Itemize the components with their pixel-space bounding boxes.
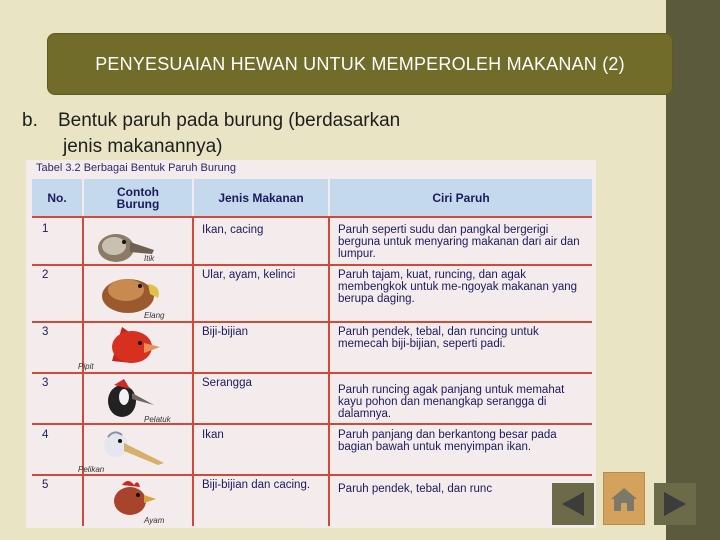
sparrow-illustration [92,323,172,367]
row-4-no: 3 [42,377,49,389]
row-2-bird-name: Elang [144,311,165,320]
row-3-food: Biji-bijian [202,326,249,338]
subtitle-line-1: Bentuk paruh pada burung (berdasarkan [58,110,401,131]
row-5-no: 4 [42,429,49,441]
table-caption: Tabel 3.2 Berbagai Bentuk Paruh Burung [36,162,236,174]
pelican-illustration [94,427,168,469]
row-6-no: 5 [42,479,49,491]
row-3-no: 3 [42,326,49,338]
chicken-illustration [102,477,164,517]
bird-beak-table-image [26,160,596,528]
row-4-beak: Paruh runcing agak panjang untuk memahat kayu pohon dan menangkap serangga di dalamnya. [338,384,565,420]
row-5-food: Ikan [202,429,224,441]
row-6-food: Biji-bijian dan cacing. [202,479,311,491]
row-1-no: 1 [42,223,49,235]
bird-beak-table [32,179,592,526]
subtitle-line-2: jenis makanannya) [63,136,223,157]
header-bird: Contoh Burung [84,179,192,216]
row-1-bird-name: Itik [144,254,155,263]
triangle-right-icon [660,489,690,519]
row-2-beak: Paruh tajam, kuat, runcing, dan agak membengkok untuk me-ngoyak makanan yang berupa daging. [338,269,578,305]
row-divider [32,372,592,374]
home-button[interactable] [603,472,645,525]
row-4-bird-name: Pelatuk [144,415,171,424]
header-food: Jenis Makanan [194,179,328,216]
header-beak: Ciri Paruh [330,179,592,216]
col-divider [82,216,84,526]
slide-title [47,33,673,95]
slide-subtitle [22,108,492,160]
row-1-beak: Paruh seperti sudu dan pangkal bergerigi berguna untuk menyaring makanan dari air dan lumpur. [338,224,580,260]
row-1-food: Ikan, cacing [202,224,264,236]
row-5-bird-name: Pelikan [78,465,105,474]
row-6-bird-name: Ayam [144,516,165,525]
row-divider [32,216,592,218]
row-2-food: Ular, ayam, kelinci [202,269,296,281]
row-divider [32,423,592,425]
header-no: No. [32,179,82,216]
triangle-left-icon [558,489,588,519]
row-divider [32,474,592,476]
woodpecker-illustration [94,375,168,419]
next-slide-button[interactable] [654,483,696,525]
previous-slide-button[interactable] [552,483,594,525]
subtitle-number: b. [22,110,38,131]
row-divider [32,264,592,266]
row-4-food: Serangga [202,377,252,389]
row-3-beak: Paruh pendek, tebal, dan runcing untuk memecah biji-bijian, seperti padi. [338,326,539,350]
slide-title-text: PENYESUAIAN HEWAN UNTUK MEMPEROLEH MAKANAN (2) [95,53,625,74]
row-2-no: 2 [42,269,49,281]
home-icon [609,485,639,513]
row-3-bird-name: Pipit [78,362,94,371]
col-divider [192,216,194,526]
row-6-beak: Paruh pendek, tebal, dan runc [338,483,493,495]
row-5-beak: Paruh panjang dan berkantong besar pada bagian bawah untuk menyimpan ikan. [338,429,557,453]
eagle-illustration [94,270,164,314]
side-strip [666,0,720,540]
col-divider [328,216,330,526]
